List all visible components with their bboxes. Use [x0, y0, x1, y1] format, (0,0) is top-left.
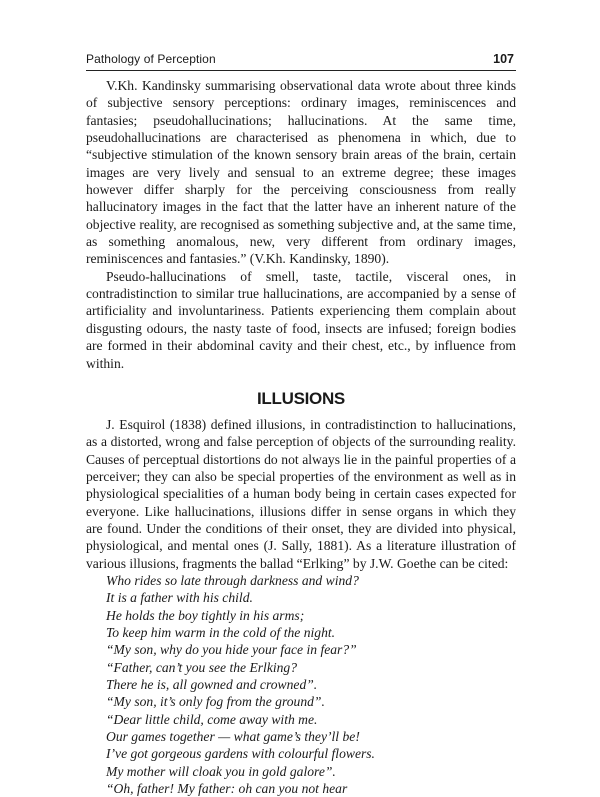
- page-number: 107: [493, 52, 514, 66]
- poem-line: “Father, can’t you see the Erlking?: [106, 659, 298, 675]
- poem-line: “My son, it’s only fog from the ground”.: [106, 694, 325, 710]
- page-body: [86, 77, 516, 797]
- poem-line: I’ve got gorgeous gardens with colourful flowers.: [106, 746, 375, 762]
- poem-excerpt: [86, 572, 516, 797]
- running-title: Pathology of Perception: [86, 52, 216, 66]
- poem-line: There he is, all gowned and crowned”.: [106, 677, 318, 692]
- paragraph-illusions: J. Esquirol (1838) defined illusions, in contradistinction to hallucinations, as a distorted, wrong and false perception of objects of the surrounding reality. Causes of perceptual distortions do not always lie in the painful properties of a perceiver; they can also be special properties of the environment as well as in physiological specialities of a human body being in certain cases expected for everyone. Like hallucinations, illusions differ in sense organs in which they are found. Under the conditions of their onset, they are divided into physical, physiological, and mental ones (J. Sally, 1881). As a literature illustration of various illusions, fragments the ballad “Erlking” by J.W. Goethe can be cited:: [86, 416, 516, 571]
- poem-line: To keep him warm in the cold of the night.: [106, 624, 336, 640]
- paragraph-pseudo-hallucinations: Pseudo-hallucinations of smell, taste, tactile, visceral ones, in contradistinction to similar true hallucinations, are accompanied by a sense of artificiality and involuntariness. Patients experiencing them complain about disgusting odours, the nasty taste of food, insects are infused; foreign bodies are formed in their abdominal cavity and their chest, etc., by influence from within.: [86, 268, 516, 371]
- poem-line: It is a father with his child.: [106, 590, 253, 606]
- running-header: [86, 50, 516, 68]
- poem-line: “Dear little child, come away with me.: [106, 711, 318, 727]
- poem-line: Who rides so late through darkness and wind?: [106, 572, 359, 588]
- paragraph-kandinsky: V.Kh. Kandinsky summarising observational data wrote about three kinds of subjective sensory perceptions: ordinary images, reminiscences and fantasies; pseudohallucinations; hallucinations. At the same time, pseudohallucinations are characterised as phenomena in which, due to “subjective stimulation of the known sensory brain areas of the brain, certain images are very lively and sensual to an extreme degree; these images however differ sharply for the perceiving consciousness from really hallucinatory images in the fact that the latter have an inherent nature of the objective reality, are recognised as something subjective and, at the same time, as something anomalous, new, very different from ordinary images, reminiscences and fantasies.” (V.Kh. Kandinsky, 1890).: [86, 78, 516, 267]
- section-heading: ILLUSIONS: [257, 388, 345, 408]
- poem-line: “Oh, father! My father: oh can you not hear: [106, 781, 348, 797]
- poem-line: He holds the boy tightly in his arms;: [106, 607, 305, 623]
- poem-line: Our games together — what game’s they’ll be!: [106, 729, 360, 745]
- header-rule: [86, 70, 516, 71]
- poem-line: “My son, why do you hide your face in fear?”: [106, 642, 357, 658]
- poem-line: My mother will cloak you in gold galore”.: [106, 763, 336, 779]
